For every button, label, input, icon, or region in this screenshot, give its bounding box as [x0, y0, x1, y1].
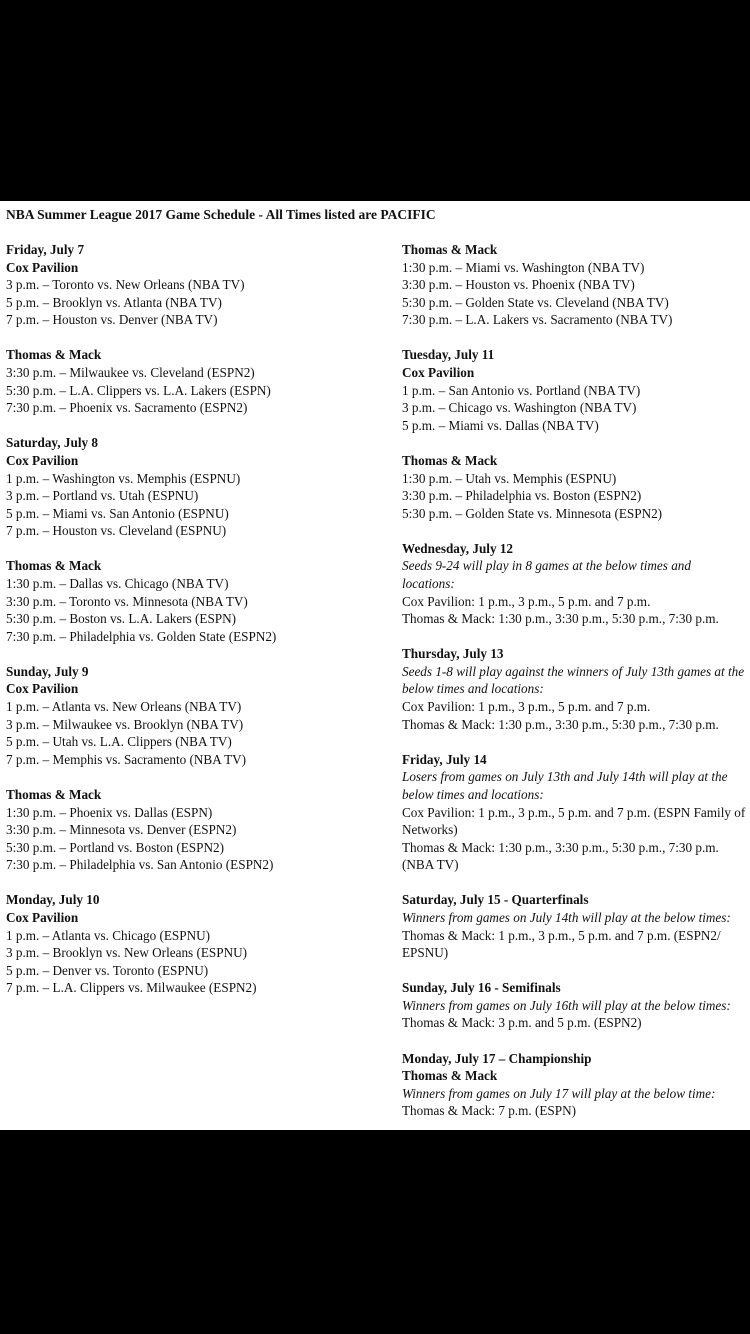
schedule-heading: Saturday, July 8 — [6, 435, 98, 451]
schedule-line: 7 p.m. – Houston vs. Cleveland (ESPNU) — [6, 523, 227, 539]
schedule-block — [6, 663, 386, 769]
schedule-note: Losers from games on July 13th and July 14th will play at the below times and locations: — [402, 769, 728, 802]
schedule-block — [6, 786, 386, 874]
schedule-line: 1:30 p.m. – Utah vs. Memphis (ESPNU) — [402, 470, 617, 486]
schedule-block — [402, 751, 747, 874]
schedule-block — [402, 452, 747, 522]
schedule-title: NBA Summer League 2017 Game Schedule - All Times listed are PACIFIC — [6, 207, 436, 222]
schedule-heading: Friday, July 7 — [6, 242, 85, 257]
schedule-line: 1 p.m. – Atlanta vs. Chicago (ESPNU) — [6, 927, 211, 943]
schedule-block — [402, 891, 747, 961]
schedule-heading: Saturday, July 15 - Quarterfinals — [402, 892, 589, 908]
schedule-line: 7:30 p.m. – Phoenix vs. Sacramento (ESPN2) — [6, 400, 248, 416]
schedule-block — [6, 346, 386, 416]
schedule-note: Winners from games on July 14th will play at the below times: — [402, 910, 731, 925]
schedule-note: Winners from games on July 17 will play at the below time: — [402, 1085, 716, 1101]
schedule-line: 5:30 p.m. – L.A. Clippers vs. L.A. Lakers (ESPN) — [6, 382, 271, 398]
schedule-line: Thomas & Mack: 1:30 p.m., 3:30 p.m., 5:30 p.m., 7:30 p.m. (NBA TV) — [402, 839, 719, 873]
schedule-document — [0, 201, 750, 1130]
schedule-line: 3 p.m. – Chicago vs. Washington (NBA TV) — [402, 400, 637, 416]
schedule-heading: Cox Pavilion — [6, 681, 79, 697]
schedule-line: 5:30 p.m. – Golden State vs. Minnesota (ESPN2) — [402, 505, 663, 521]
schedule-block — [6, 557, 386, 645]
schedule-line: Cox Pavilion: 1 p.m., 3 p.m., 5 p.m. and 7 p.m. (ESPN Family of Networks) — [402, 804, 746, 838]
schedule-heading: Thomas & Mack — [402, 242, 498, 257]
schedule-block — [402, 979, 747, 1032]
schedule-heading: Thomas & Mack — [6, 786, 102, 802]
schedule-line: 7:30 p.m. – L.A. Lakers vs. Sacramento (NBA TV) — [402, 312, 673, 328]
schedule-line: 1:30 p.m. – Dallas vs. Chicago (NBA TV) — [6, 576, 229, 591]
schedule-line: 3:30 p.m. – Toronto vs. Minnesota (NBA TV) — [6, 593, 248, 609]
schedule-line: Cox Pavilion: 1 p.m., 3 p.m., 5 p.m. and 7 p.m. — [402, 699, 651, 715]
schedule-heading: Cox Pavilion — [402, 365, 475, 381]
schedule-heading: Friday, July 14 — [402, 751, 487, 767]
schedule-line: 3 p.m. – Portland vs. Utah (ESPNU) — [6, 488, 199, 504]
schedule-line: Thomas & Mack: 1:30 p.m., 3:30 p.m., 5:30 p.m., 7:30 p.m. — [402, 716, 719, 732]
schedule-line: 1 p.m. – San Antonio vs. Portland (NBA TV) — [402, 382, 641, 398]
schedule-line: 1:30 p.m. – Miami vs. Washington (NBA TV) — [402, 259, 645, 275]
schedule-line: 3:30 p.m. – Minnesota vs. Denver (ESPN2) — [6, 822, 237, 838]
schedule-line: 7:30 p.m. – Philadelphia vs. Golden State (ESPN2) — [6, 628, 277, 644]
schedule-note: Seeds 1-8 will play against the winners of July 13th games at the below times and locations: — [402, 663, 745, 697]
schedule-heading: Cox Pavilion — [6, 259, 79, 275]
schedule-heading: Thomas & Mack — [6, 347, 102, 363]
schedule-line: 1 p.m. – Washington vs. Memphis (ESPNU) — [6, 470, 241, 486]
schedule-line: 5:30 p.m. – Portland vs. Boston (ESPN2) — [6, 839, 224, 855]
schedule-heading: Monday, July 10 — [6, 892, 100, 908]
schedule-block — [402, 645, 747, 733]
schedule-note: Seeds 9-24 will play in 8 games at the below times and locations: — [402, 558, 691, 591]
schedule-line: 7:30 p.m. – Philadelphia vs. San Antonio (ESPN2) — [6, 857, 274, 873]
schedule-block — [6, 891, 386, 997]
schedule-line: 7 p.m. – Memphis vs. Sacramento (NBA TV) — [6, 751, 247, 767]
schedule-line: 5:30 p.m. – Boston vs. L.A. Lakers (ESPN) — [6, 611, 237, 627]
schedule-block — [402, 241, 747, 329]
schedule-heading: Monday, July 17 – Championship — [402, 1050, 592, 1066]
schedule-block — [402, 346, 747, 434]
schedule-line: 5 p.m. – Utah vs. L.A. Clippers (NBA TV) — [6, 734, 232, 750]
schedule-heading: Thomas & Mack — [6, 558, 102, 574]
schedule-line: 1 p.m. – Atlanta vs. New Orleans (NBA TV) — [6, 699, 242, 715]
schedule-line: 3 p.m. – Brooklyn vs. New Orleans (ESPNU) — [6, 945, 248, 961]
schedule-line: 7 p.m. – L.A. Clippers vs. Milwaukee (ESPN2) — [6, 980, 257, 996]
schedule-line: 5 p.m. – Denver vs. Toronto (ESPNU) — [6, 962, 209, 978]
schedule-line: 3:30 p.m. – Philadelphia vs. Boston (ESPN2) — [402, 488, 642, 504]
schedule-heading: Thomas & Mack — [402, 452, 498, 468]
schedule-line: 7 p.m. – Houston vs. Denver (NBA TV) — [6, 312, 218, 328]
right-column — [402, 241, 747, 1130]
schedule-block — [402, 540, 747, 628]
schedule-line: 1:30 p.m. – Phoenix vs. Dallas (ESPN) — [6, 804, 213, 820]
schedule-line: 3 p.m. – Toronto vs. New Orleans (NBA TV) — [6, 277, 245, 293]
schedule-line: Thomas & Mack: 3 p.m. and 5 p.m. (ESPN2) — [402, 1015, 642, 1031]
schedule-line: 5 p.m. – Miami vs. Dallas (NBA TV) — [402, 417, 599, 433]
schedule-heading: Wednesday, July 12 — [402, 540, 514, 556]
schedule-heading: Sunday, July 16 - Semifinals — [402, 980, 561, 996]
schedule-heading: Sunday, July 9 — [6, 663, 89, 679]
schedule-line: Thomas & Mack: 7 p.m. (ESPN) — [402, 1103, 576, 1119]
schedule-heading: Thursday, July 13 — [402, 646, 504, 662]
schedule-block — [402, 1050, 747, 1120]
schedule-line: Cox Pavilion: 1 p.m., 3 p.m., 5 p.m. and 7 p.m. — [402, 593, 651, 609]
schedule-note: Winners from games on July 16th will play at the below times: — [402, 997, 731, 1013]
schedule-line: 3 p.m. – Milwaukee vs. Brooklyn (NBA TV) — [6, 716, 244, 732]
left-column — [6, 241, 386, 1014]
schedule-block — [6, 434, 386, 540]
schedule-heading: Tuesday, July 11 — [402, 347, 495, 363]
schedule-line: Thomas & Mack: 1:30 p.m., 3:30 p.m., 5:30 p.m., 7:30 p.m. — [402, 611, 719, 627]
schedule-line: 3:30 p.m. – Houston vs. Phoenix (NBA TV) — [402, 277, 635, 293]
schedule-block — [6, 241, 386, 329]
schedule-line: 5:30 p.m. – Golden State vs. Cleveland (NBA TV) — [402, 294, 669, 310]
schedule-heading: Cox Pavilion — [6, 452, 79, 468]
schedule-heading: Thomas & Mack — [402, 1068, 498, 1084]
schedule-line: 5 p.m. – Miami vs. San Antonio (ESPNU) — [6, 505, 229, 521]
schedule-line: 3:30 p.m. – Milwaukee vs. Cleveland (ESPN2) — [6, 365, 255, 381]
schedule-line: 5 p.m. – Brooklyn vs. Atlanta (NBA TV) — [6, 294, 222, 310]
schedule-heading: Cox Pavilion — [6, 910, 79, 925]
schedule-line: Thomas & Mack: 1 p.m., 3 p.m., 5 p.m. and 7 p.m. (ESPN2/ EPSNU) — [402, 927, 721, 961]
